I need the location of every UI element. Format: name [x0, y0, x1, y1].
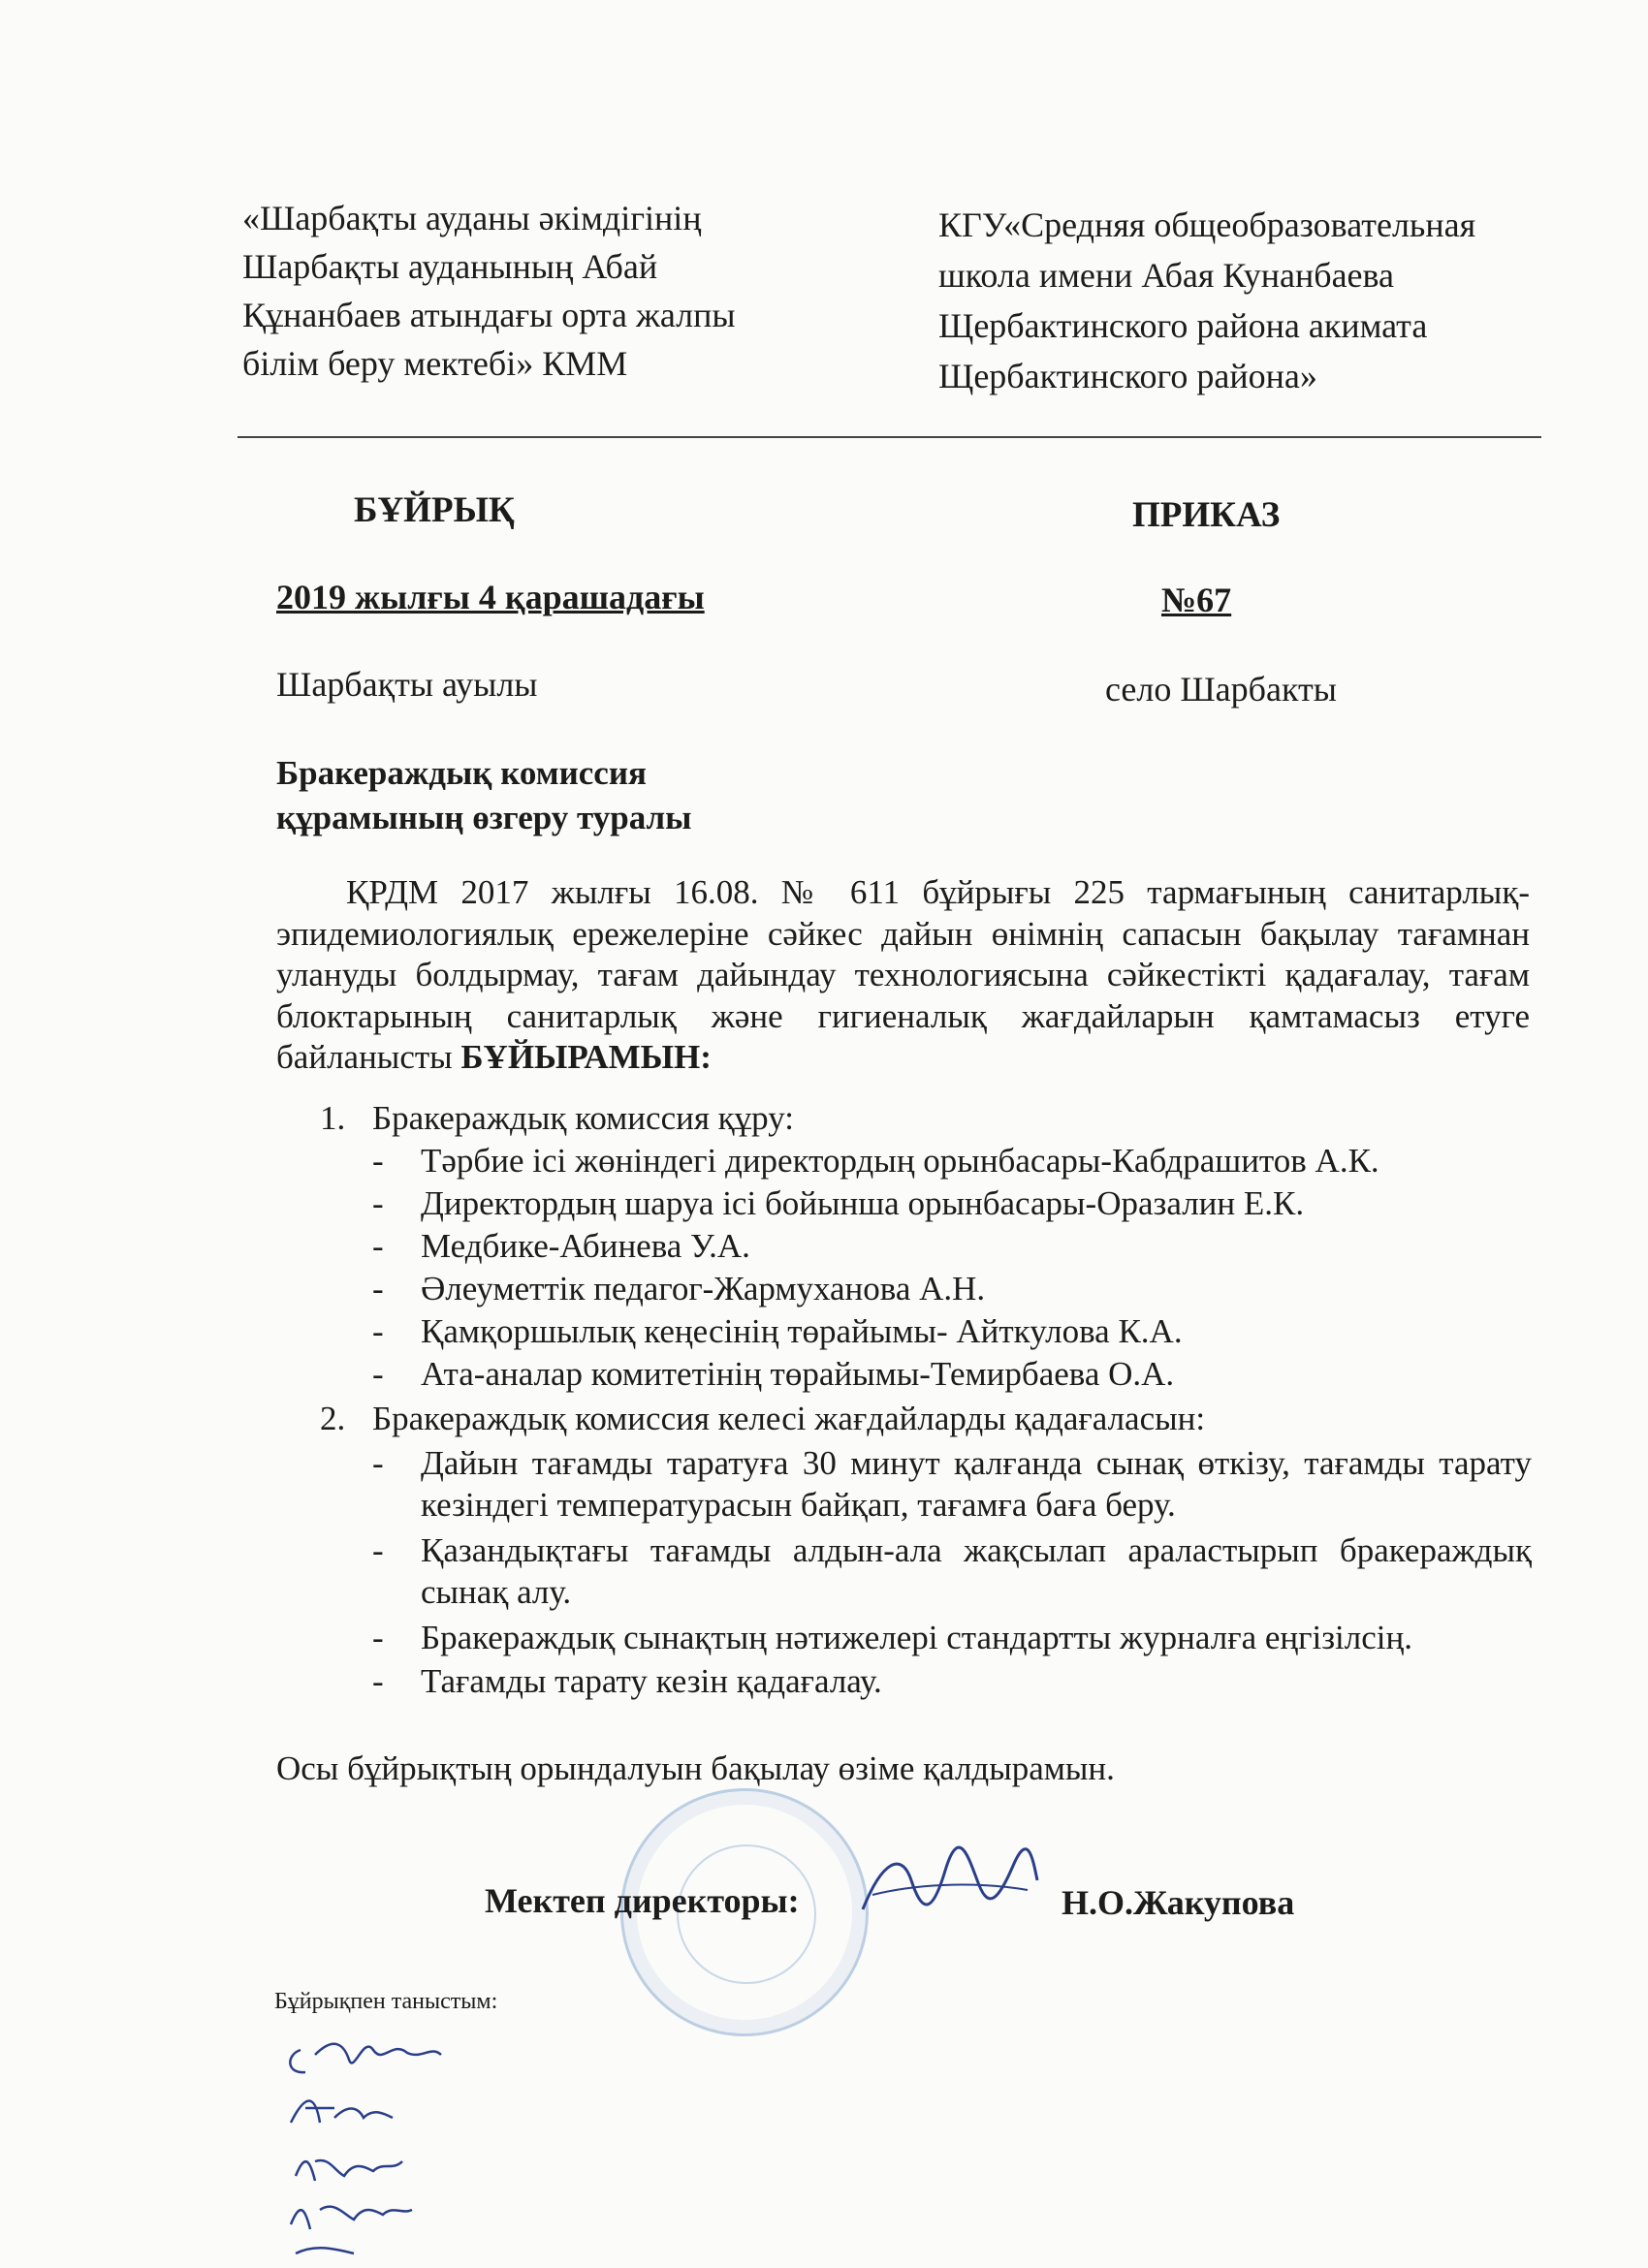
title-ru: ПРИКАЗ	[1132, 495, 1281, 535]
order-date: 2019 жылғы 4 қарашадағы	[276, 578, 705, 616]
header-right	[938, 200, 1559, 401]
header-left	[242, 194, 785, 388]
preamble-text: ҚРДМ 2017 жылғы 16.08. № 611 бұйрығы 225 тармағының санитарлық-эпидемиологиялық ережелеріне сәйкес дайын өнімнің сапасын бақылау тағамнан улануды болдырмау, тағам дайындау технологиясына сәйкестікті қадағалау, тағам блоктарының санитарлық және гигиеналық жағдайларын қамтамасыз етуге байланысты	[276, 873, 1530, 1076]
header-right-line: Щербактинского района»	[938, 357, 1317, 395]
order-word: БҰЙЫРАМЫН:	[460, 1038, 712, 1076]
subject-line: құрамының өзгеру туралы	[276, 799, 692, 836]
staff-signatures	[276, 2016, 528, 2263]
subject-line: Бракераждық комиссия	[276, 754, 647, 792]
director-role: Мектеп директоры:	[485, 1881, 800, 1920]
order-subject	[276, 751, 691, 840]
header-left-line: білім беру мектебі» КММ	[242, 344, 628, 383]
order-number: №67	[1161, 581, 1232, 619]
place-kz: Шарбақты ауылы	[276, 665, 538, 704]
list-item-text: Бракераждық комиссия құру:	[372, 1099, 794, 1137]
preamble-paragraph	[276, 872, 1530, 1079]
control-sentence: Осы бұйрықтың орындалуын бақылау өзіме қалдырамын.	[276, 1749, 1115, 1787]
header-left-line: «Шарбақты ауданы әкімдігінің	[242, 199, 702, 237]
header-left-line: Құнанбаев атындағы орта жалпы	[242, 296, 736, 334]
acquainted-label: Бұйрықпен таныстым:	[274, 1989, 498, 2014]
header-right-line: КГУ«Средняя общеобразовательная	[938, 205, 1476, 244]
list-item-number: 1.	[320, 1099, 346, 1137]
order-list: 1. Бракераждық комиссия құру: - Тәрбие ісі жөніндегі директордың орынбасары-Кабдрашитов А.К. - Директордың шаруа ісі бойынша орынбасары-Оразалин Е.К. - Медбике-Абинева У.А. - Әлеуметтік педагог-Жармуханова А.Н. - Қамқоршылық кеңесінің төрайымы- Айткулова К.А. - Ата-аналар комитетінің төрайымы-Темирбаева О.А. 2. Бракераждық комиссия келесі жағдайларды қадағаласын: - Дайын тағамды таратуға 30 минут қалғанда сынақ өткізу, тағамды тарату кезіндегі температурасын байқап, тағамға баға беру. - Қазандықтағы тағамды алдын-ала жақсылап араластырып бракераждық сынақ алу. - Бракераждық сынақтың нәтижелері стандартты журналға еңгізілсің. - Тағамды тарату кезін қадағалау.	[320, 1099, 1532, 1700]
title-kz: БҰЙРЫҚ	[354, 490, 515, 530]
director-signature	[853, 1842, 1047, 1929]
list-item-text: Бракераждық комиссия келесі жағдайларды қадағаласын:	[372, 1400, 1206, 1437]
header-divider	[238, 436, 1541, 438]
list-item-number: 2.	[320, 1400, 346, 1437]
director-name: Н.О.Жакупова	[1062, 1883, 1295, 1922]
header-left-line: Шарбақты ауданының Абай	[242, 247, 658, 286]
header-right-line: Щербактинского района акимата	[938, 306, 1428, 345]
header-right-line: школа имени Абая Кунанбаева	[938, 256, 1395, 295]
place-ru: село Шарбакты	[1105, 670, 1337, 709]
